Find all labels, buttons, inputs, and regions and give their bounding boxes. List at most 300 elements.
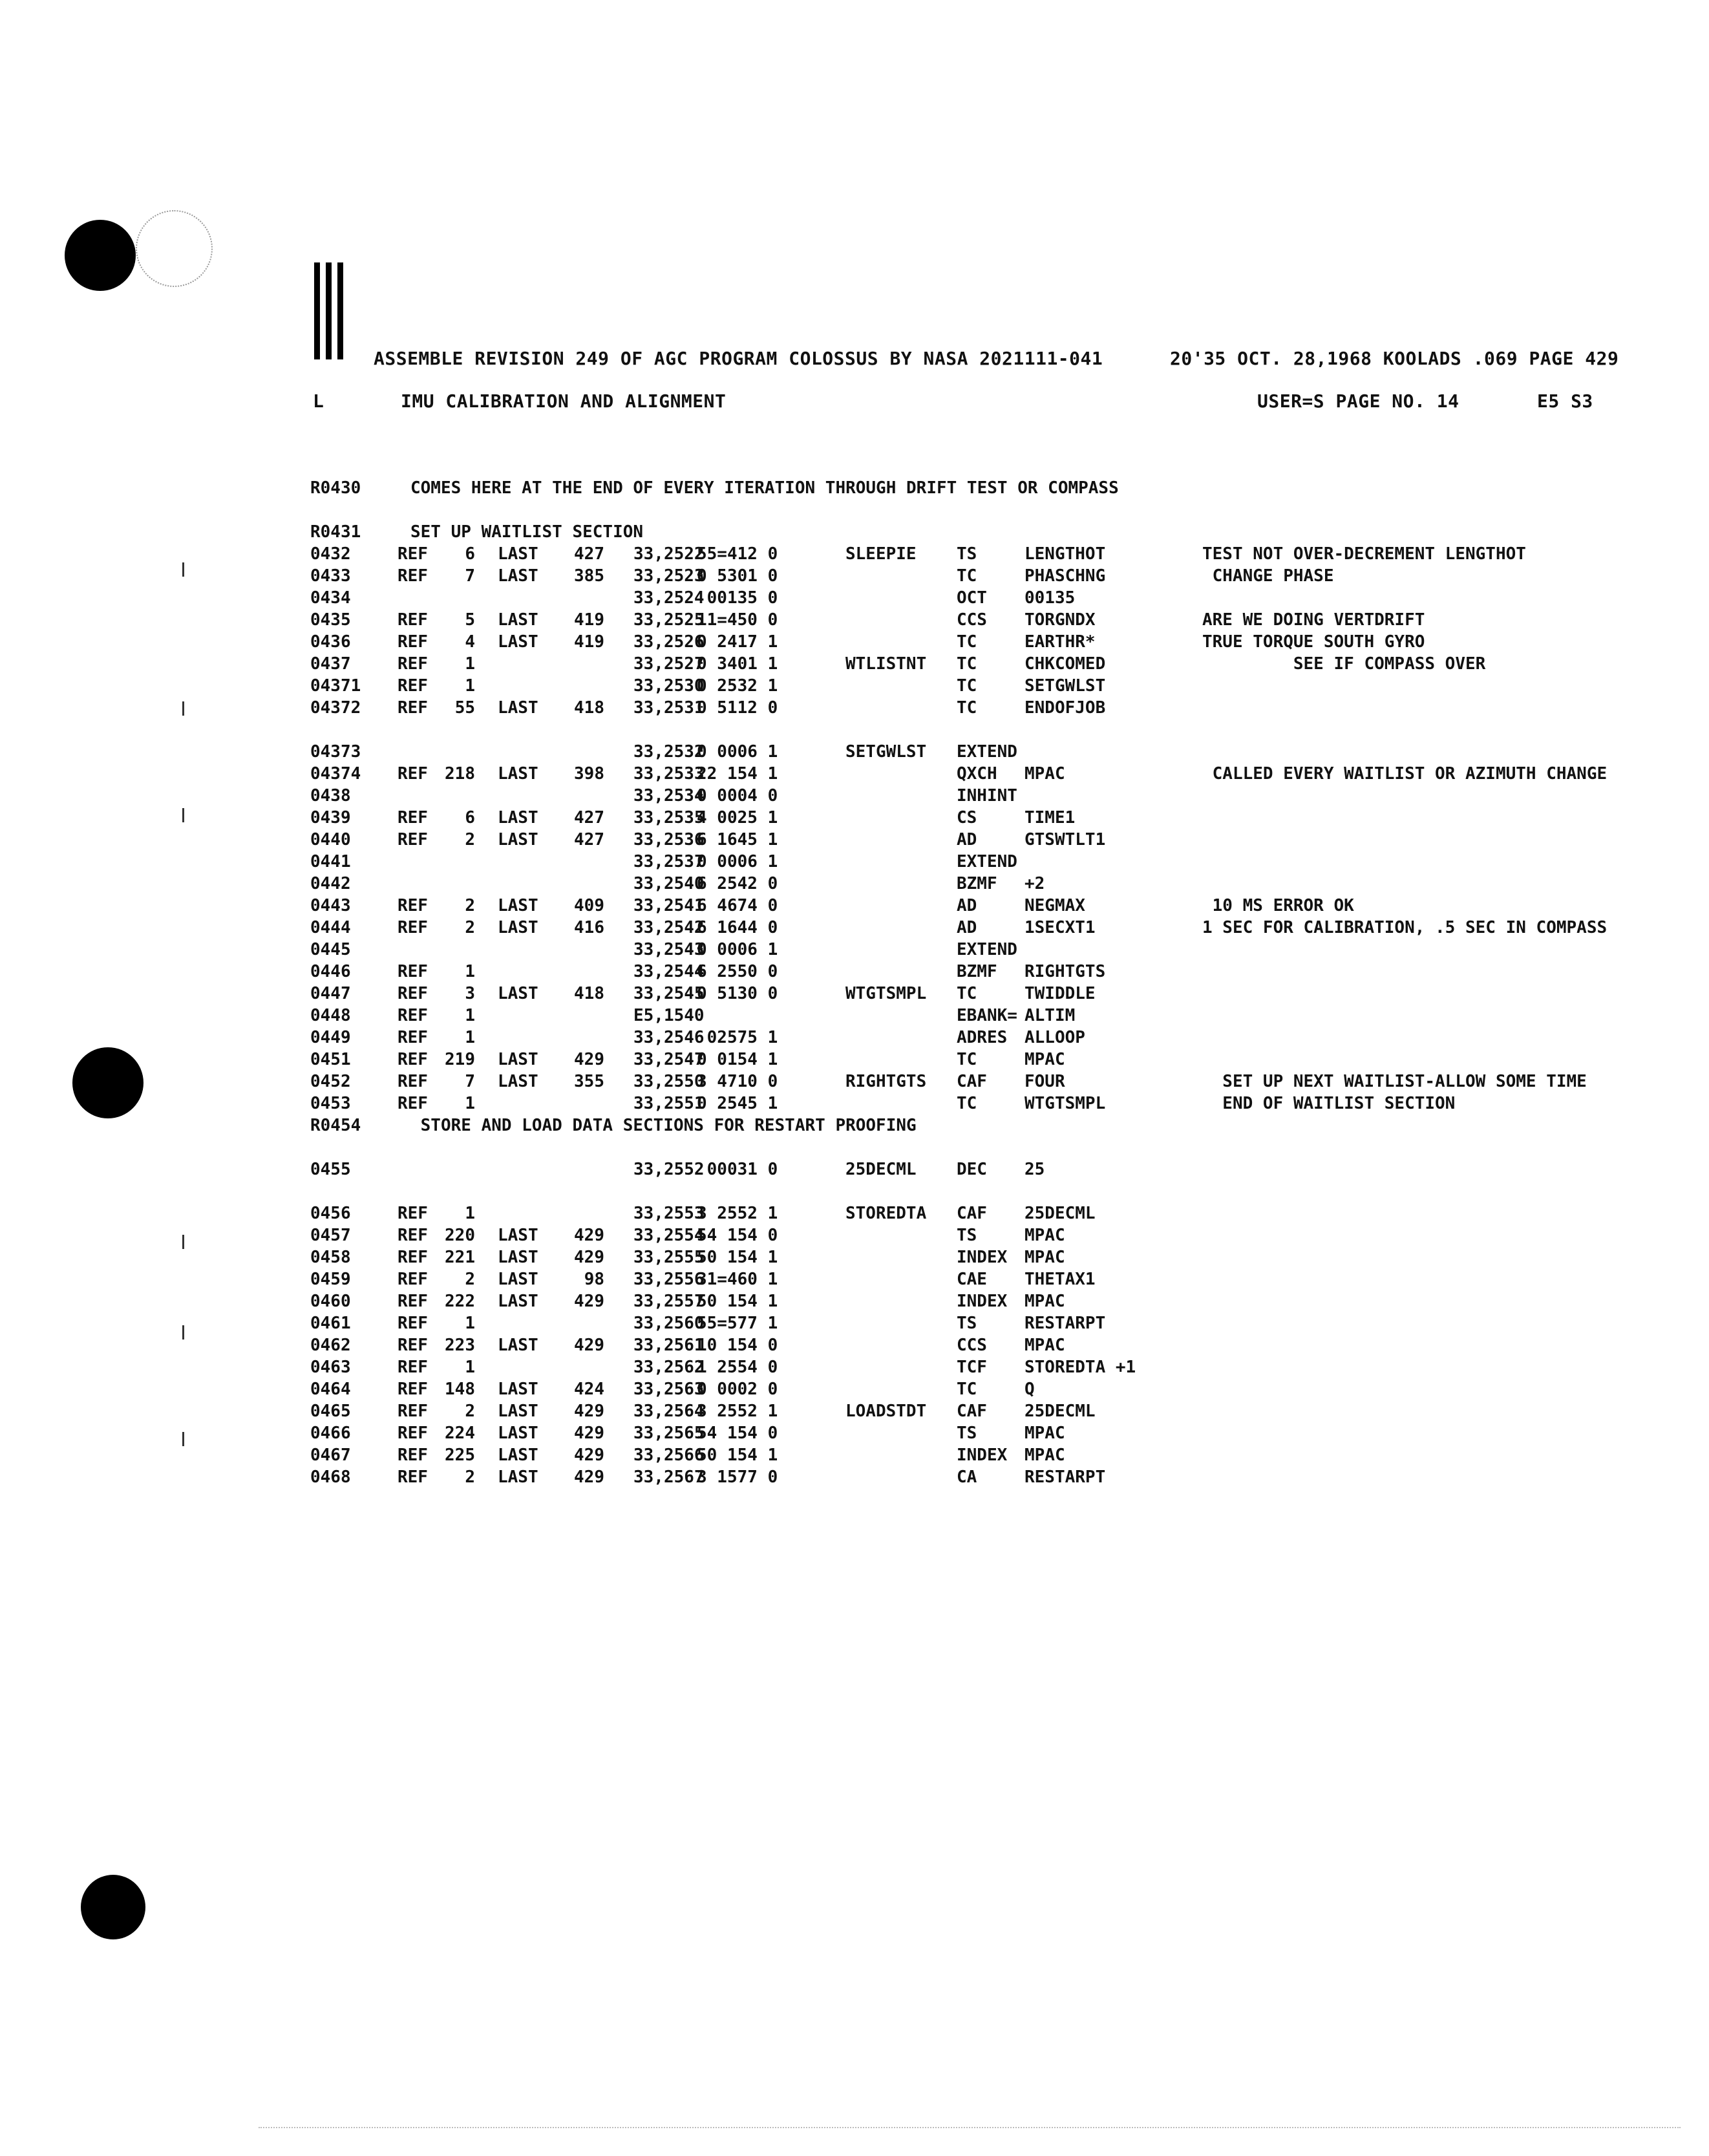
cell-ref: REF bbox=[398, 1314, 428, 1333]
cell-operand: Q bbox=[1024, 1380, 1035, 1399]
cell-last: LAST bbox=[498, 610, 538, 630]
cell-lastn: 98 bbox=[584, 1270, 604, 1289]
cell-addr: 33,2526 bbox=[633, 632, 705, 652]
cell-refn: 1 bbox=[465, 1006, 475, 1025]
cell-comment: CALLED EVERY WAITLIST OR AZIMUTH CHANGE bbox=[1202, 764, 1608, 784]
cell-seq: 0466 bbox=[310, 1424, 351, 1443]
cell-ref: REF bbox=[398, 1006, 428, 1025]
cell-seq: 0445 bbox=[310, 940, 351, 959]
cell-lastn: 419 bbox=[574, 632, 604, 652]
cell-op: ADRES bbox=[957, 1028, 1008, 1047]
cell-ref: REF bbox=[398, 1446, 428, 1465]
punch-hole bbox=[81, 1875, 145, 1939]
cell-lastn: 429 bbox=[574, 1424, 604, 1443]
cell-operand: RIGHTGTS bbox=[1024, 962, 1106, 981]
cell-addr: 33,2545 bbox=[633, 984, 705, 1003]
cell-op: TC bbox=[957, 566, 977, 586]
cell-lastn: 427 bbox=[574, 544, 604, 564]
cell-comment: 10 MS ERROR OK bbox=[1202, 896, 1354, 915]
cell-refn: 1 bbox=[465, 1204, 475, 1223]
user-page-no: USER=S PAGE NO. 14 bbox=[1257, 390, 1460, 412]
cell-code: 6 4674 0 bbox=[697, 896, 778, 915]
cell-seq: 0439 bbox=[310, 808, 351, 827]
cell-label: RIGHTGTS bbox=[845, 1072, 927, 1091]
cell-refn: 4 bbox=[465, 632, 475, 652]
cell-last: LAST bbox=[498, 1336, 538, 1355]
cell-last: LAST bbox=[498, 1402, 538, 1421]
cell-op: AD bbox=[957, 918, 977, 937]
cell-operand: 00135 bbox=[1024, 588, 1076, 608]
cell-code: 6 2550 0 bbox=[697, 962, 778, 981]
cell-addr: 33,2562 bbox=[633, 1358, 705, 1377]
cell-operand: WTGTSMPL bbox=[1024, 1094, 1106, 1113]
margin-tick bbox=[182, 701, 184, 716]
cell-lastn: 419 bbox=[574, 610, 604, 630]
cell-last: LAST bbox=[498, 984, 538, 1003]
cell-addr: 33,2553 bbox=[633, 1204, 705, 1223]
cell-op: TS bbox=[957, 544, 977, 564]
cell-ref: REF bbox=[398, 1292, 428, 1311]
cell-seq: 0468 bbox=[310, 1468, 351, 1487]
cell-operand: GTSWTLT1 bbox=[1024, 830, 1106, 849]
cell-ref: REF bbox=[398, 1094, 428, 1113]
cell-refn: 2 bbox=[465, 1468, 475, 1487]
cell-refn: 7 bbox=[465, 566, 475, 586]
cell-operand: TIME1 bbox=[1024, 808, 1076, 827]
cell-ref: REF bbox=[398, 676, 428, 696]
cell-refn: 219 bbox=[445, 1050, 475, 1069]
cell-op: EXTEND bbox=[957, 742, 1017, 762]
cell-code: 0 5301 0 bbox=[697, 566, 778, 586]
cell-code: 00135 0 bbox=[697, 588, 778, 608]
cell-code: 10 154 0 bbox=[697, 1336, 778, 1355]
cell-op: TC bbox=[957, 654, 977, 674]
cell-lastn: 429 bbox=[574, 1050, 604, 1069]
cell-last: LAST bbox=[498, 1270, 538, 1289]
cell-addr: 33,2541 bbox=[633, 896, 705, 915]
cell-comment: SEE IF COMPASS OVER bbox=[1202, 654, 1486, 674]
cell-code: 3 2552 1 bbox=[697, 1204, 778, 1223]
cell-lastn: 418 bbox=[574, 984, 604, 1003]
cell-ref: REF bbox=[398, 1028, 428, 1047]
cell-operand: TWIDDLE bbox=[1024, 984, 1096, 1003]
remark-text: SET UP WAITLIST SECTION bbox=[410, 522, 644, 542]
cell-comment: 1 SEC FOR CALIBRATION, .5 SEC IN COMPASS bbox=[1202, 918, 1608, 937]
punch-hole-outline bbox=[136, 210, 213, 287]
cell-ref: REF bbox=[398, 896, 428, 915]
cell-seq: 04372 bbox=[310, 698, 361, 718]
cell-op: CAF bbox=[957, 1204, 987, 1223]
cell-addr: 33,2524 bbox=[633, 588, 705, 608]
cell-operand: SETGWLST bbox=[1024, 676, 1106, 696]
cell-lastn: 429 bbox=[574, 1446, 604, 1465]
cell-ref: REF bbox=[398, 1050, 428, 1069]
line-number: R0431 bbox=[310, 522, 361, 542]
cell-ref: REF bbox=[398, 1380, 428, 1399]
cell-operand: CHKCOMED bbox=[1024, 654, 1106, 674]
cell-addr: 33,2564 bbox=[633, 1402, 705, 1421]
cell-seq: 0444 bbox=[310, 918, 351, 937]
cell-addr: 33,2565 bbox=[633, 1424, 705, 1443]
cell-code: 11=450 0 bbox=[697, 610, 778, 630]
punch-hole bbox=[65, 220, 136, 291]
remark-text: COMES HERE AT THE END OF EVERY ITERATION THROUGH DRIFT TEST OR COMPASS bbox=[410, 478, 1119, 498]
cell-ref: REF bbox=[398, 698, 428, 718]
cell-seq: 0457 bbox=[310, 1226, 351, 1245]
cell-op: INDEX bbox=[957, 1292, 1008, 1311]
cell-operand: ALLOOP bbox=[1024, 1028, 1085, 1047]
cell-seq: 04374 bbox=[310, 764, 361, 784]
cell-addr: 33,2554 bbox=[633, 1226, 705, 1245]
cell-seq: 0438 bbox=[310, 786, 351, 806]
cell-op: QXCH bbox=[957, 764, 997, 784]
cell-seq: 0464 bbox=[310, 1380, 351, 1399]
cell-code: 0 3401 1 bbox=[697, 654, 778, 674]
cell-operand: EARTHR* bbox=[1024, 632, 1096, 652]
cell-refn: 6 bbox=[465, 544, 475, 564]
cell-refn: 6 bbox=[465, 808, 475, 827]
cell-seq: 0440 bbox=[310, 830, 351, 849]
cell-refn: 1 bbox=[465, 962, 475, 981]
cell-seq: 04371 bbox=[310, 676, 361, 696]
cell-code: 50 154 1 bbox=[697, 1446, 778, 1465]
cell-op: INHINT bbox=[957, 786, 1017, 806]
cell-operand: +2 bbox=[1024, 874, 1045, 893]
cell-last: LAST bbox=[498, 896, 538, 915]
cell-operand: 25 bbox=[1024, 1160, 1045, 1179]
cell-operand: NEGMAX bbox=[1024, 896, 1085, 915]
cell-code: 3 2552 1 bbox=[697, 1402, 778, 1421]
cell-addr: 33,2557 bbox=[633, 1292, 705, 1311]
cell-op: CAF bbox=[957, 1072, 987, 1091]
cell-lastn: 409 bbox=[574, 896, 604, 915]
cell-code: 50 154 1 bbox=[697, 1292, 778, 1311]
cell-op: TC bbox=[957, 984, 977, 1003]
punch-hole bbox=[72, 1047, 143, 1118]
header-title-line: ASSEMBLE REVISION 249 OF AGC PROGRAM COLOSSUS BY NASA 2021111-041 bbox=[374, 348, 1103, 369]
cell-label: WTLISTNT bbox=[845, 654, 927, 674]
section-title: IMU CALIBRATION AND ALIGNMENT bbox=[401, 390, 727, 412]
cell-ref: REF bbox=[398, 1424, 428, 1443]
cell-last: LAST bbox=[498, 1424, 538, 1443]
cell-refn: 3 bbox=[465, 984, 475, 1003]
cell-refn: 225 bbox=[445, 1446, 475, 1465]
cell-ref: REF bbox=[398, 808, 428, 827]
cell-last: LAST bbox=[498, 764, 538, 784]
cell-seq: 0452 bbox=[310, 1072, 351, 1091]
cell-op: TC bbox=[957, 632, 977, 652]
margin-tick bbox=[182, 1235, 184, 1249]
cell-lastn: 429 bbox=[574, 1468, 604, 1487]
cell-last: LAST bbox=[498, 1292, 538, 1311]
cell-label: LOADSTDT bbox=[845, 1402, 927, 1421]
cell-refn: 1 bbox=[465, 1028, 475, 1047]
cell-operand: 1SECXT1 bbox=[1024, 918, 1096, 937]
cell-comment: END OF WAITLIST SECTION bbox=[1202, 1094, 1456, 1113]
cell-code: 54 154 0 bbox=[697, 1424, 778, 1443]
cell-code: 0 0006 1 bbox=[697, 940, 778, 959]
cell-op: TC bbox=[957, 1094, 977, 1113]
cell-op: TCF bbox=[957, 1358, 987, 1377]
cell-seq: 0460 bbox=[310, 1292, 351, 1311]
cell-addr: 33,2530 bbox=[633, 676, 705, 696]
cell-last: LAST bbox=[498, 632, 538, 652]
cell-addr: 33,2551 bbox=[633, 1094, 705, 1113]
cell-last: LAST bbox=[498, 1380, 538, 1399]
cell-seq: 0436 bbox=[310, 632, 351, 652]
cell-last: LAST bbox=[498, 918, 538, 937]
cell-lastn: 429 bbox=[574, 1248, 604, 1267]
cell-seq: 0458 bbox=[310, 1248, 351, 1267]
cell-refn: 1 bbox=[465, 676, 475, 696]
cell-code: 6 1644 0 bbox=[697, 918, 778, 937]
scan-artifact bbox=[259, 2127, 1681, 2128]
cell-addr: 33,2566 bbox=[633, 1446, 705, 1465]
cell-code: 54 154 0 bbox=[697, 1226, 778, 1245]
cell-refn: 1 bbox=[465, 654, 475, 674]
cell-seq: 0442 bbox=[310, 874, 351, 893]
cell-code: 6 1645 1 bbox=[697, 830, 778, 849]
cell-addr: 33,2533 bbox=[633, 764, 705, 784]
cell-code: 0 0002 0 bbox=[697, 1380, 778, 1399]
cell-refn: 223 bbox=[445, 1336, 475, 1355]
margin-tick bbox=[182, 1432, 184, 1446]
cell-code: 4 0025 1 bbox=[697, 808, 778, 827]
cell-refn: 7 bbox=[465, 1072, 475, 1091]
cell-code: 0 5112 0 bbox=[697, 698, 778, 718]
cell-ref: REF bbox=[398, 1072, 428, 1091]
cell-ref: REF bbox=[398, 1468, 428, 1487]
cell-operand: MPAC bbox=[1024, 1292, 1065, 1311]
header-mark: L bbox=[313, 390, 324, 412]
cell-ref: REF bbox=[398, 918, 428, 937]
cell-seq: 0437 bbox=[310, 654, 351, 674]
cell-seq: 0448 bbox=[310, 1006, 351, 1025]
cell-ref: REF bbox=[398, 1248, 428, 1267]
cell-addr: 33,2550 bbox=[633, 1072, 705, 1091]
cell-operand: MPAC bbox=[1024, 1424, 1065, 1443]
margin-tick bbox=[182, 808, 184, 822]
cell-op: BZMF bbox=[957, 962, 997, 981]
cell-ref: REF bbox=[398, 654, 428, 674]
cell-op: INDEX bbox=[957, 1446, 1008, 1465]
cell-refn: 1 bbox=[465, 1358, 475, 1377]
cell-addr: 33,2543 bbox=[633, 940, 705, 959]
cell-lastn: 416 bbox=[574, 918, 604, 937]
cell-seq: 0456 bbox=[310, 1204, 351, 1223]
cell-ref: REF bbox=[398, 632, 428, 652]
cell-op: INDEX bbox=[957, 1248, 1008, 1267]
cell-seq: 0461 bbox=[310, 1314, 351, 1333]
cell-refn: 5 bbox=[465, 610, 475, 630]
cell-last: LAST bbox=[498, 1468, 538, 1487]
cell-ref: REF bbox=[398, 984, 428, 1003]
cell-lastn: 429 bbox=[574, 1402, 604, 1421]
cell-refn: 222 bbox=[445, 1292, 475, 1311]
cell-ref: REF bbox=[398, 1204, 428, 1223]
cell-addr: 33,2560 bbox=[633, 1314, 705, 1333]
cell-label: SETGWLST bbox=[845, 742, 927, 762]
cell-refn: 2 bbox=[465, 1402, 475, 1421]
cell-code: 0 2417 1 bbox=[697, 632, 778, 652]
cell-label: WTGTSMPL bbox=[845, 984, 927, 1003]
cell-lastn: 429 bbox=[574, 1292, 604, 1311]
cell-operand: ENDOFJOB bbox=[1024, 698, 1106, 718]
cell-last: LAST bbox=[498, 1446, 538, 1465]
cell-op: OCT bbox=[957, 588, 987, 608]
cell-seq: 0447 bbox=[310, 984, 351, 1003]
cell-operand: THETAX1 bbox=[1024, 1270, 1096, 1289]
cell-refn: 1 bbox=[465, 1094, 475, 1113]
cell-lastn: 429 bbox=[574, 1336, 604, 1355]
cell-seq: 0434 bbox=[310, 588, 351, 608]
cell-addr: 33,2523 bbox=[633, 566, 705, 586]
cell-op: TS bbox=[957, 1424, 977, 1443]
cell-ref: REF bbox=[398, 1358, 428, 1377]
cell-addr: 33,2552 bbox=[633, 1160, 705, 1179]
cell-operand: RESTARPT bbox=[1024, 1468, 1106, 1487]
cell-refn: 2 bbox=[465, 830, 475, 849]
cell-ref: REF bbox=[398, 962, 428, 981]
cell-seq: 0449 bbox=[310, 1028, 351, 1047]
cell-last: LAST bbox=[498, 698, 538, 718]
cell-op: CCS bbox=[957, 1336, 987, 1355]
cell-lastn: 427 bbox=[574, 830, 604, 849]
cell-addr: 33,2532 bbox=[633, 742, 705, 762]
cell-code: 3 1577 0 bbox=[697, 1468, 778, 1487]
cell-addr: 33,2561 bbox=[633, 1336, 705, 1355]
cell-ref: REF bbox=[398, 830, 428, 849]
cell-seq: 0451 bbox=[310, 1050, 351, 1069]
margin-tick bbox=[182, 1325, 184, 1339]
cell-label: STOREDTA bbox=[845, 1204, 927, 1223]
cell-refn: 221 bbox=[445, 1248, 475, 1267]
cell-addr: E5,1540 bbox=[633, 1006, 705, 1025]
cell-code: 22 154 1 bbox=[697, 764, 778, 784]
cell-refn: 148 bbox=[445, 1380, 475, 1399]
cell-op: EXTEND bbox=[957, 852, 1017, 871]
cell-op: CCS bbox=[957, 610, 987, 630]
cell-seq: 0465 bbox=[310, 1402, 351, 1421]
cell-last: LAST bbox=[498, 1072, 538, 1091]
cell-addr: 33,2537 bbox=[633, 852, 705, 871]
cell-addr: 33,2527 bbox=[633, 654, 705, 674]
cell-ref: REF bbox=[398, 566, 428, 586]
cell-last: LAST bbox=[498, 1050, 538, 1069]
cell-operand: ALTIM bbox=[1024, 1006, 1076, 1025]
cell-addr: 33,2536 bbox=[633, 830, 705, 849]
cell-code: 0 0004 0 bbox=[697, 786, 778, 806]
cell-operand: PHASCHNG bbox=[1024, 566, 1106, 586]
cell-lastn: 427 bbox=[574, 808, 604, 827]
cell-last: LAST bbox=[498, 830, 538, 849]
cell-operand: LENGTHOT bbox=[1024, 544, 1106, 564]
cell-operand: MPAC bbox=[1024, 1336, 1065, 1355]
cell-seq: 0432 bbox=[310, 544, 351, 564]
cell-op: TC bbox=[957, 1380, 977, 1399]
cell-seq: 0459 bbox=[310, 1270, 351, 1289]
cell-code: 50 154 1 bbox=[697, 1248, 778, 1267]
bank-code: E5 S3 bbox=[1537, 390, 1593, 412]
cell-seq: 0463 bbox=[310, 1358, 351, 1377]
cell-code: 0 2532 1 bbox=[697, 676, 778, 696]
cell-code: 0 5130 0 bbox=[697, 984, 778, 1003]
remark-text: STORE AND LOAD DATA SECTIONS FOR RESTART PROOFING bbox=[410, 1116, 917, 1135]
cell-seq: 0443 bbox=[310, 896, 351, 915]
cell-seq: 0462 bbox=[310, 1336, 351, 1355]
cell-lastn: 385 bbox=[574, 566, 604, 586]
cell-operand: 25DECML bbox=[1024, 1204, 1096, 1223]
cell-op: DEC bbox=[957, 1160, 987, 1179]
cell-lastn: 398 bbox=[574, 764, 604, 784]
cell-addr: 33,2540 bbox=[633, 874, 705, 893]
cell-lastn: 429 bbox=[574, 1226, 604, 1245]
cell-refn: 220 bbox=[445, 1226, 475, 1245]
cell-operand: MPAC bbox=[1024, 1248, 1065, 1267]
cell-operand: 25DECML bbox=[1024, 1402, 1096, 1421]
cell-last: LAST bbox=[498, 566, 538, 586]
cell-op: AD bbox=[957, 830, 977, 849]
header-date-line: 20'35 OCT. 28,1968 KOOLADS .069 PAGE 429 bbox=[1170, 348, 1619, 369]
line-number: R0454 bbox=[310, 1116, 361, 1135]
cell-ref: REF bbox=[398, 1270, 428, 1289]
cell-last: LAST bbox=[498, 808, 538, 827]
cell-code: 6 2542 0 bbox=[697, 874, 778, 893]
cell-seq: 0453 bbox=[310, 1094, 351, 1113]
cell-ref: REF bbox=[398, 544, 428, 564]
cell-refn: 1 bbox=[465, 1314, 475, 1333]
cell-last: LAST bbox=[498, 544, 538, 564]
cell-addr: 33,2544 bbox=[633, 962, 705, 981]
cell-op: CS bbox=[957, 808, 977, 827]
cell-code: 1 2554 0 bbox=[697, 1358, 778, 1377]
cell-op: EBANK= bbox=[957, 1006, 1017, 1025]
cell-addr: 33,2525 bbox=[633, 610, 705, 630]
cell-addr: 33,2546 bbox=[633, 1028, 705, 1047]
cell-comment: TEST NOT OVER-DECREMENT LENGTHOT bbox=[1202, 544, 1526, 564]
cell-operand: MPAC bbox=[1024, 1050, 1065, 1069]
cell-comment: ARE WE DOING VERTDRIFT bbox=[1202, 610, 1425, 630]
cell-code: 31=460 1 bbox=[697, 1270, 778, 1289]
cell-addr: 33,2522 bbox=[633, 544, 705, 564]
cell-addr: 33,2555 bbox=[633, 1248, 705, 1267]
cell-ref: REF bbox=[398, 1336, 428, 1355]
cell-ref: REF bbox=[398, 1226, 428, 1245]
cell-op: CA bbox=[957, 1468, 977, 1487]
cell-op: TS bbox=[957, 1314, 977, 1333]
cell-code: 3 4710 0 bbox=[697, 1072, 778, 1091]
margin-tick bbox=[182, 562, 184, 577]
cell-addr: 33,2563 bbox=[633, 1380, 705, 1399]
cell-code: 00031 0 bbox=[697, 1160, 778, 1179]
cell-operand: MPAC bbox=[1024, 764, 1065, 784]
cell-refn: 2 bbox=[465, 918, 475, 937]
cell-operand: MPAC bbox=[1024, 1446, 1065, 1465]
cell-operand: RESTARPT bbox=[1024, 1314, 1106, 1333]
cell-seq: 0433 bbox=[310, 566, 351, 586]
cell-ref: REF bbox=[398, 1402, 428, 1421]
cell-code: 0 0154 1 bbox=[697, 1050, 778, 1069]
cell-comment: CHANGE PHASE bbox=[1202, 566, 1334, 586]
cell-refn: 224 bbox=[445, 1424, 475, 1443]
cell-op: TC bbox=[957, 676, 977, 696]
cell-operand: TORGNDX bbox=[1024, 610, 1096, 630]
cell-op: AD bbox=[957, 896, 977, 915]
cell-seq: 0441 bbox=[310, 852, 351, 871]
cell-seq: 04373 bbox=[310, 742, 361, 762]
cell-addr: 33,2534 bbox=[633, 786, 705, 806]
cell-refn: 218 bbox=[445, 764, 475, 784]
